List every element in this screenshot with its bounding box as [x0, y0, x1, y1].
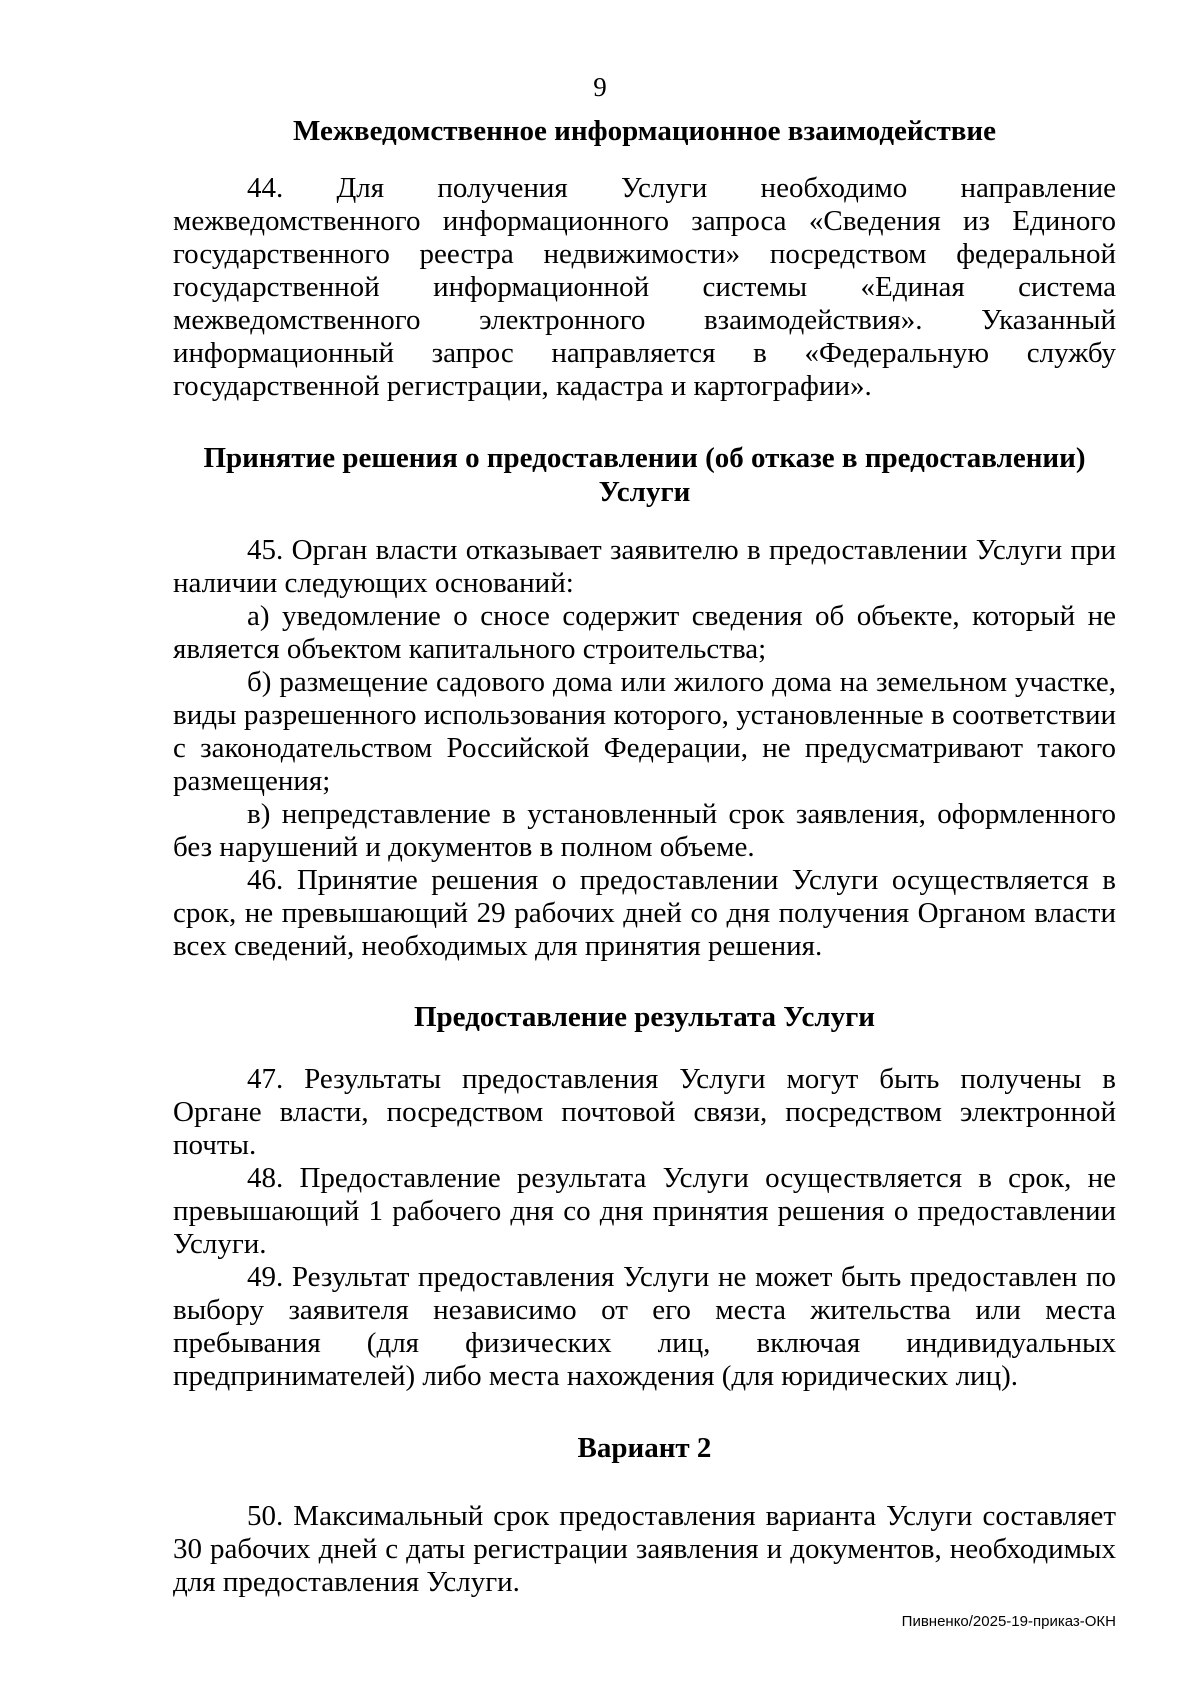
page-number: 9 — [593, 72, 607, 102]
section-body-result — [173, 1063, 1116, 1393]
section-heading-decision — [173, 441, 1116, 509]
paragraph-45-a: а) уведомление о сносе содержит сведения об объекте, который не является объектом капитального строительства; — [173, 600, 1116, 665]
section-heading-variant-2: Вариант 2 — [577, 1432, 712, 1464]
section-heading-result: Предоставление результата Услуги — [414, 1001, 875, 1033]
paragraph-46: 46. Принятие решения о предоставлении Услуги осуществляется в срок, не превышающий 29 рабочих дней со дня получения Органом власти всех сведений, необходимых для принятия решения. — [173, 864, 1116, 962]
paragraph-45-v: в) непредставление в установленный срок заявления, оформленного без нарушений и документов в полном объеме. — [173, 798, 1116, 863]
paragraph-49: 49. Результат предоставления Услуги не может быть предоставлен по выбору заявителя независимо от его места жительства или места пребывания (для физических лиц, включая индивидуальных предпринимателей) либо места нахождения (для юридических лиц). — [173, 1261, 1116, 1392]
section-heading-decision-line1: Принятие решения о предоставлении (об отказе в предоставлении) — [203, 442, 1086, 474]
paragraph-45: 45. Орган власти отказывает заявителю в предоставлении Услуги при наличии следующих оснований: — [173, 534, 1116, 599]
section-body-variant-2 — [173, 1500, 1116, 1599]
paragraph-47: 47. Результаты предоставления Услуги могут быть получены в Органе власти, посредством почтовой связи, посредством электронной почты. — [173, 1063, 1116, 1161]
section-heading-interagency: Межведомственное информационное взаимодействие — [293, 115, 996, 147]
document-footer-id: Пивненко/2025-19-приказ-ОКН — [901, 1613, 1116, 1630]
paragraph-50: 50. Максимальный срок предоставления варианта Услуги составляет 30 рабочих дней с даты регистрации заявления и документов, необходимых для предоставления Услуги. — [173, 1500, 1116, 1598]
section-body-interagency — [173, 172, 1116, 403]
paragraph-48: 48. Предоставление результата Услуги осуществляется в срок, не превышающий 1 рабочего дня со дня принятия решения о предоставлении Услуги. — [173, 1162, 1116, 1260]
section-heading-decision-line2: Услуги — [598, 476, 691, 508]
paragraph-45-b: б) размещение садового дома или жилого дома на земельном участке, виды разрешенного использования которого, установленные в соответствии с законодательством Российской Федерации, не предусматривают такого размещения; — [173, 666, 1116, 797]
section-body-decision — [173, 534, 1116, 963]
paragraph-44: 44. Для получения Услуги необходимо направление межведомственного информационного запроса «Сведения из Единого государственного реестра недвижимости» посредством федеральной государственной информационной системы «Единая система межведомственного электронного взаимодействия». Указанный информационный запрос направляется в «Федеральную службу государственной регистрации, кадастра и картографии». — [173, 172, 1116, 402]
document-body — [173, 114, 1116, 1599]
